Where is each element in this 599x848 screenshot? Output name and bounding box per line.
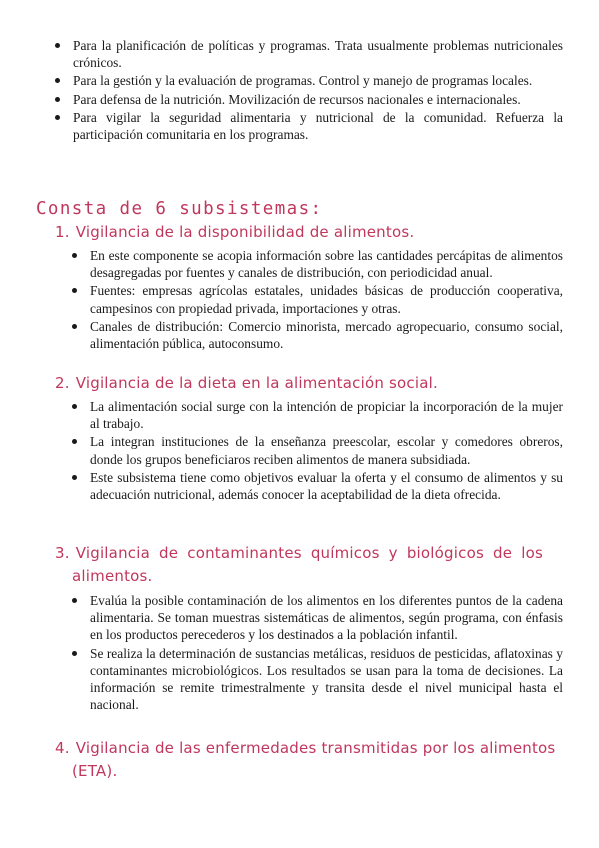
section-title-line-1: Vigilancia de las enfermedades transmitidas por los alimentos	[75, 739, 556, 757]
section-number: 3.	[55, 544, 70, 562]
list-item: La integran instituciones de la enseñanza preescolar, escolar y comedores obreros, donde los grupos beneficiaros reciben alimentos de manera subsidiada.	[90, 434, 563, 467]
list-item: La alimentación social surge con la intención de propiciar la incorporación de la mujer al trabajo.	[90, 399, 563, 432]
section-4-heading	[55, 739, 565, 780]
subsystems-heading: Consta de 6 subsistemas:	[36, 199, 323, 219]
list-item: Evalúa la posible contaminación de los alimentos en los diferentes puntos de la cadena alimentaria. Se toman muestras sistemáticas de alimentos, según programa, con énfasis en los productos perecederos y los destinados a la población infantil.	[90, 593, 563, 643]
list-item: Fuentes: empresas agrícolas estatales, unidades básicas de producción cooperativa, campesinos con propiedad privada, importaciones y otras.	[90, 283, 563, 316]
section-3-list	[90, 592, 563, 714]
section-1-heading	[55, 223, 414, 241]
list-item: Se realiza la determinación de sustancias metálicas, residuos de pesticidas, aflatoxinas y contaminantes microbiológicos. Los resultados se usan para la toma de decisiones. La información se remite trimestralmente y transita desde el nivel municipal hasta el nacional.	[90, 645, 563, 713]
section-title: Vigilancia de la dieta en la alimentación social.	[75, 374, 438, 392]
section-number: 2.	[55, 374, 70, 392]
list-item: Este subsistema tiene como objetivos evaluar la oferta y el consumo de alimentos y su adecuación nutricional, además conocer la aceptabilidad de la dieta ofrecida.	[90, 469, 563, 503]
section-number: 4.	[55, 739, 70, 757]
section-title: Vigilancia de la disponibilidad de alimentos.	[75, 223, 415, 241]
list-item: Para la planificación de políticas y programas. Trata usualmente problemas nutricionales crónicos.	[73, 38, 563, 71]
list-item: Para vigilar la seguridad alimentaria y nutricional de la comunidad. Refuerza la participación comunitaria en los programas.	[73, 109, 563, 143]
section-2-list	[90, 398, 563, 504]
section-1-list	[90, 247, 563, 353]
list-item: Para la gestión y la evaluación de programas. Control y manejo de programas locales.	[73, 72, 563, 89]
section-number: 1.	[55, 223, 70, 241]
list-item: En este componente se acopia información sobre las cantidades percápitas de alimentos desagregadas por fuentes y canales de distribución, con periodicidad anual.	[90, 248, 563, 281]
section-2-heading	[55, 374, 438, 392]
list-item: Canales de distribución: Comercio minorista, mercado agropecuario, consumo social, alimentación pública, autoconsumo.	[90, 318, 563, 352]
section-title-line-2: alimentos.	[72, 567, 153, 585]
top-bullet-list	[73, 37, 563, 144]
section-3-heading	[55, 544, 543, 585]
section-title-line-1: Vigilancia de contaminantes químicos y biológicos de los	[75, 544, 543, 562]
section-title-line-2: (ETA).	[72, 762, 118, 780]
list-item: Para defensa de la nutrición. Movilización de recursos nacionales e internacionales.	[73, 91, 563, 108]
